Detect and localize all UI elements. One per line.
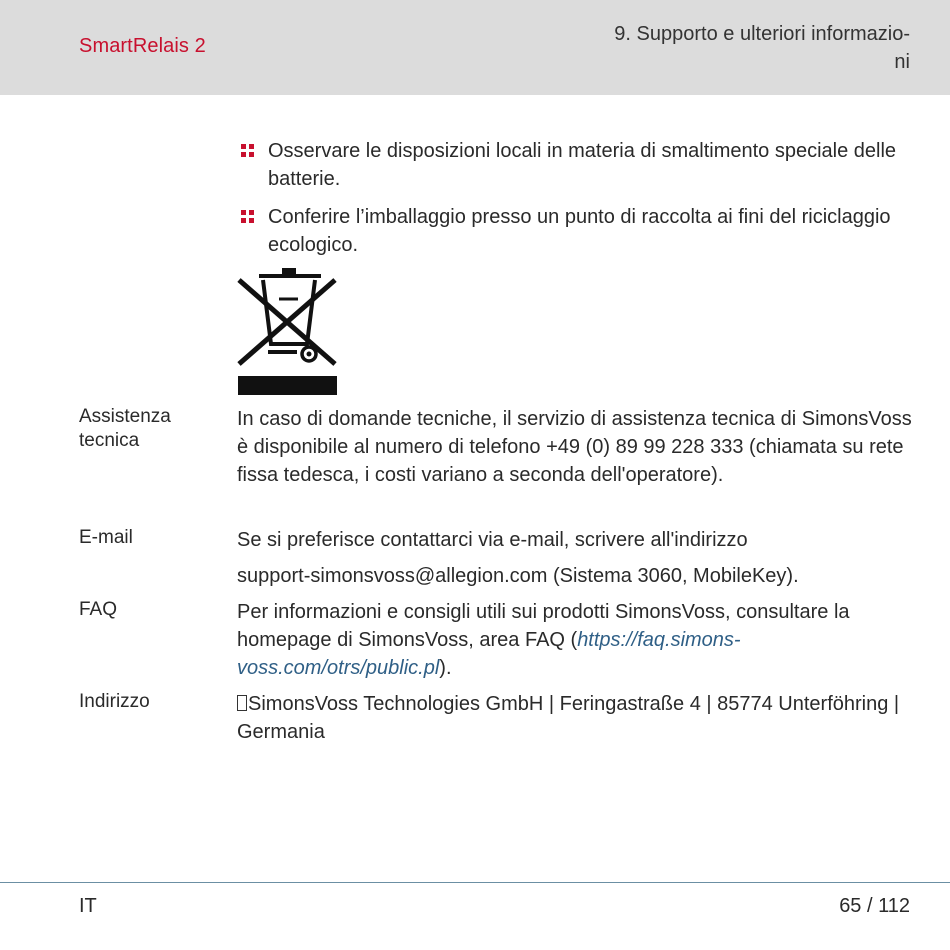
chapter-title-line2: ni bbox=[894, 51, 910, 73]
list-item bbox=[241, 203, 921, 259]
bullet-squares-icon bbox=[241, 210, 254, 223]
info-label: Assistenza tecnica bbox=[79, 406, 171, 451]
email-address: support-simonsvoss@allegion.com (Sistema 3060, MobileKey). bbox=[237, 565, 799, 587]
list-item bbox=[241, 137, 921, 193]
disposal-instructions bbox=[241, 137, 921, 269]
chapter-title bbox=[570, 20, 910, 76]
page-number: 65 / 112 bbox=[839, 895, 910, 917]
faq-text-end: ). bbox=[439, 657, 452, 679]
chapter-title-line1: 9. Supporto e ulteriori informazio- bbox=[614, 23, 910, 45]
crossed-out-wheelie-bin-icon bbox=[237, 266, 338, 396]
language-code: IT bbox=[79, 895, 97, 917]
product-title: SmartRelais 2 bbox=[79, 35, 206, 57]
info-label: E-mail bbox=[79, 527, 133, 548]
bullet-squares-icon bbox=[241, 144, 254, 157]
faq-text: Per informazioni e consigli utili sui prodotti SimonsVoss, consultare la homepage di SimonsVoss, area FAQ ( bbox=[237, 601, 850, 651]
info-text: In caso di domande tecniche, il servizio di assistenza tecnica di SimonsVoss è disponibile al numero di telefono +49 (0) 89 99 228 333 (chiamata su rete fissa tedesca, i costi variano a seconda dell'operatore). bbox=[237, 408, 912, 486]
missing-glyph-box bbox=[237, 695, 247, 711]
faq-link[interactable]: https://faq.simons-voss.com/otrs/public.pl bbox=[237, 629, 741, 679]
info-label: Indirizzo bbox=[79, 691, 150, 712]
info-text bbox=[237, 598, 917, 682]
info-text bbox=[237, 690, 917, 746]
bullet-text: Conferire l’imballaggio presso un punto di raccolta ai fini del riciclaggio ecologico. bbox=[268, 206, 891, 256]
bullet-text: Osservare le disposizioni locali in materia di smaltimento speciale delle batterie. bbox=[268, 140, 897, 190]
email-intro: Se si preferisce contattarci via e-mail, scrivere all'indirizzo bbox=[237, 529, 748, 551]
info-label: FAQ bbox=[79, 599, 118, 620]
address-text: SimonsVoss Technologies GmbH | Feringastraße 4 | 85774 Unterföhring | Germania bbox=[237, 693, 900, 743]
page-header bbox=[0, 0, 950, 95]
info-text bbox=[237, 526, 917, 590]
footer-divider bbox=[0, 882, 950, 883]
